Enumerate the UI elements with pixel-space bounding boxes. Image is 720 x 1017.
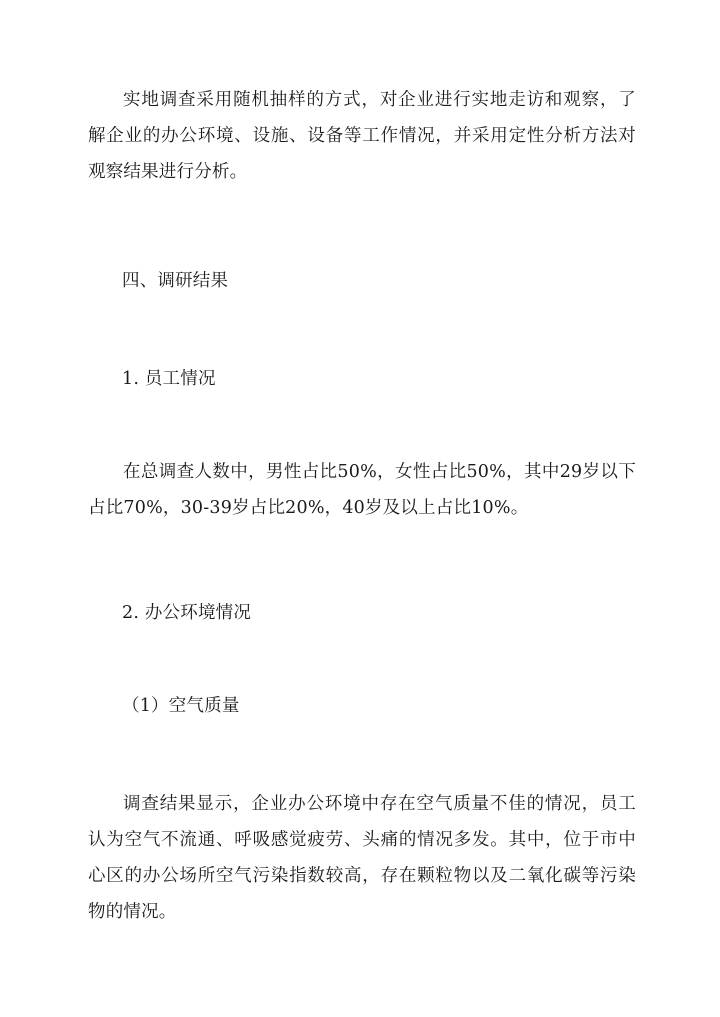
paragraph-air-quality: 调查结果显示，企业办公环境中存在空气质量不佳的情况，员工认为空气不流通、呼吸感觉疲劳、头痛的情况多发。其中，位于市中心区的办公场所空气污染指数较高，存在颗粒物以及二氧化碳等污染物的情况。 (88, 794, 636, 922)
paragraph-staff-stats: 在总调查人数中，男性占比50%，女性占比50%，其中29岁以下占比70%，30-39岁占比20%，40岁及以上占比10%。 (88, 462, 636, 518)
subheading-air-quality: （1）空气质量 (122, 696, 240, 716)
subheading-staff: 1. 员工情况 (122, 369, 216, 389)
subheading-office-environment: 2. 办公环境情况 (122, 603, 252, 623)
paragraph-survey-method: 实地调查采用随机抽样的方式，对企业进行实地走访和观察，了解企业的办公环境、设施、设备等工作情况，并采用定性分析方法对观察结果进行分析。 (88, 90, 636, 182)
section-heading-results: 四、调研结果 (122, 271, 229, 291)
